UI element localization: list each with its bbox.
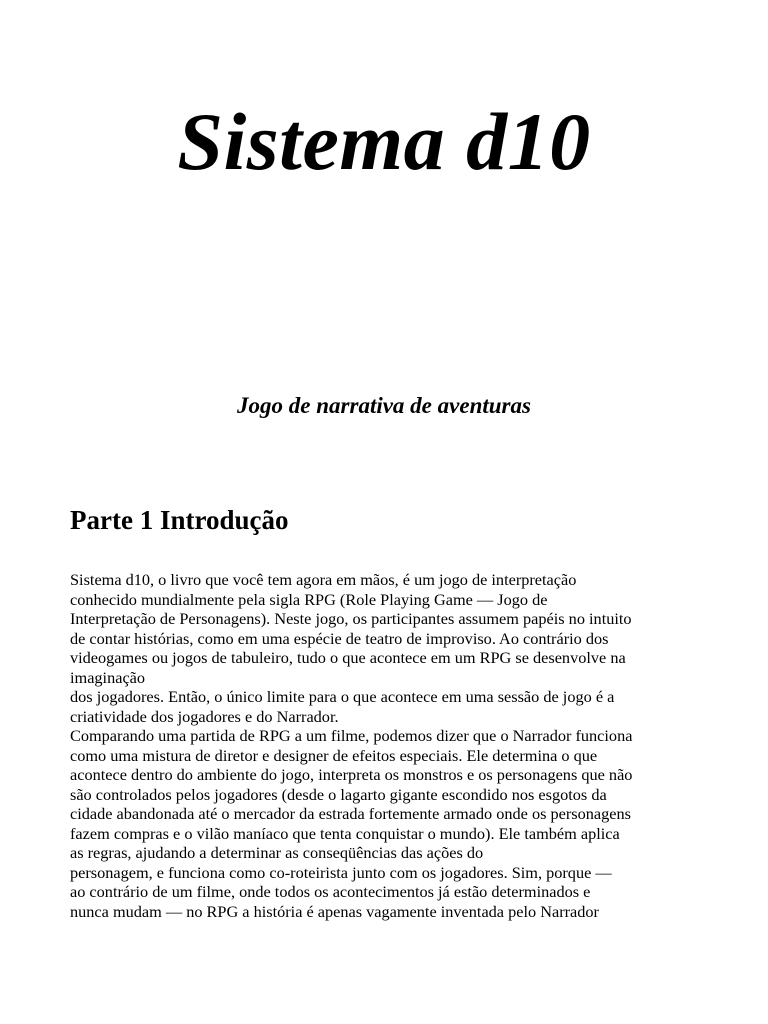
body-line: são controlados pelos jogadores (desde o lagarto gigante escondido nos esgotos da xyxy=(70,784,607,804)
body-line: acontece dentro do ambiente do jogo, interpreta os monstros e os personagens que não xyxy=(70,765,633,784)
body-line: as regras, ajudando a determinar as conseqüências das ações do xyxy=(70,843,484,862)
body-line: cidade abandonada até o mercador da estrada fortemente armado onde os personagens xyxy=(70,804,631,823)
body-line: como uma mistura de diretor e designer de efeitos especiais. Ele determina o que xyxy=(70,745,598,765)
section-heading: Parte 1 Introdução xyxy=(70,505,289,535)
body-line: criatividade dos jogadores e do Narrador. xyxy=(70,706,339,726)
body-line: nunca mudam — no RPG a história é apenas vagamente inventada pelo Narrador xyxy=(70,901,599,921)
body-line: Comparando uma partida de RPG a um filme, podemos dizer que o Narrador funciona xyxy=(70,726,633,745)
body-line: ao contrário de um filme, onde todos os acontecimentos já estão determinados e xyxy=(70,882,591,901)
body-line: imaginação xyxy=(70,667,146,687)
document-title: Sistema d10 xyxy=(177,96,591,187)
body-line: fazem compras e o vilão maníaco que tenta conquistar o mundo). Ele também aplica xyxy=(70,823,620,843)
body-text xyxy=(70,570,730,921)
body-line: personagem, e funciona como co-roteirista junto com os jogadores. Sim, porque — xyxy=(70,862,612,882)
body-line: dos jogadores. Então, o único limite para o que acontece em uma sessão de jogo é a xyxy=(70,687,615,706)
body-line: videogames ou jogos de tabuleiro, tudo o que acontece em um RPG se desenvolve na xyxy=(70,648,626,667)
document-subtitle: Jogo de narrativa de aventuras xyxy=(237,393,531,418)
body-line: conhecido mundialmente pela sigla RPG (Role Playing Game — Jogo de xyxy=(70,589,548,609)
body-line: Sistema d10, o livro que você tem agora em mãos, é um jogo de interpretação xyxy=(70,570,577,589)
body-line: de contar histórias, como em uma espécie de teatro de improviso. Ao contrário dos xyxy=(70,628,609,648)
body-line: Interpretação de Personagens). Neste jogo, os participantes assumem papéis no intuito xyxy=(70,609,632,628)
